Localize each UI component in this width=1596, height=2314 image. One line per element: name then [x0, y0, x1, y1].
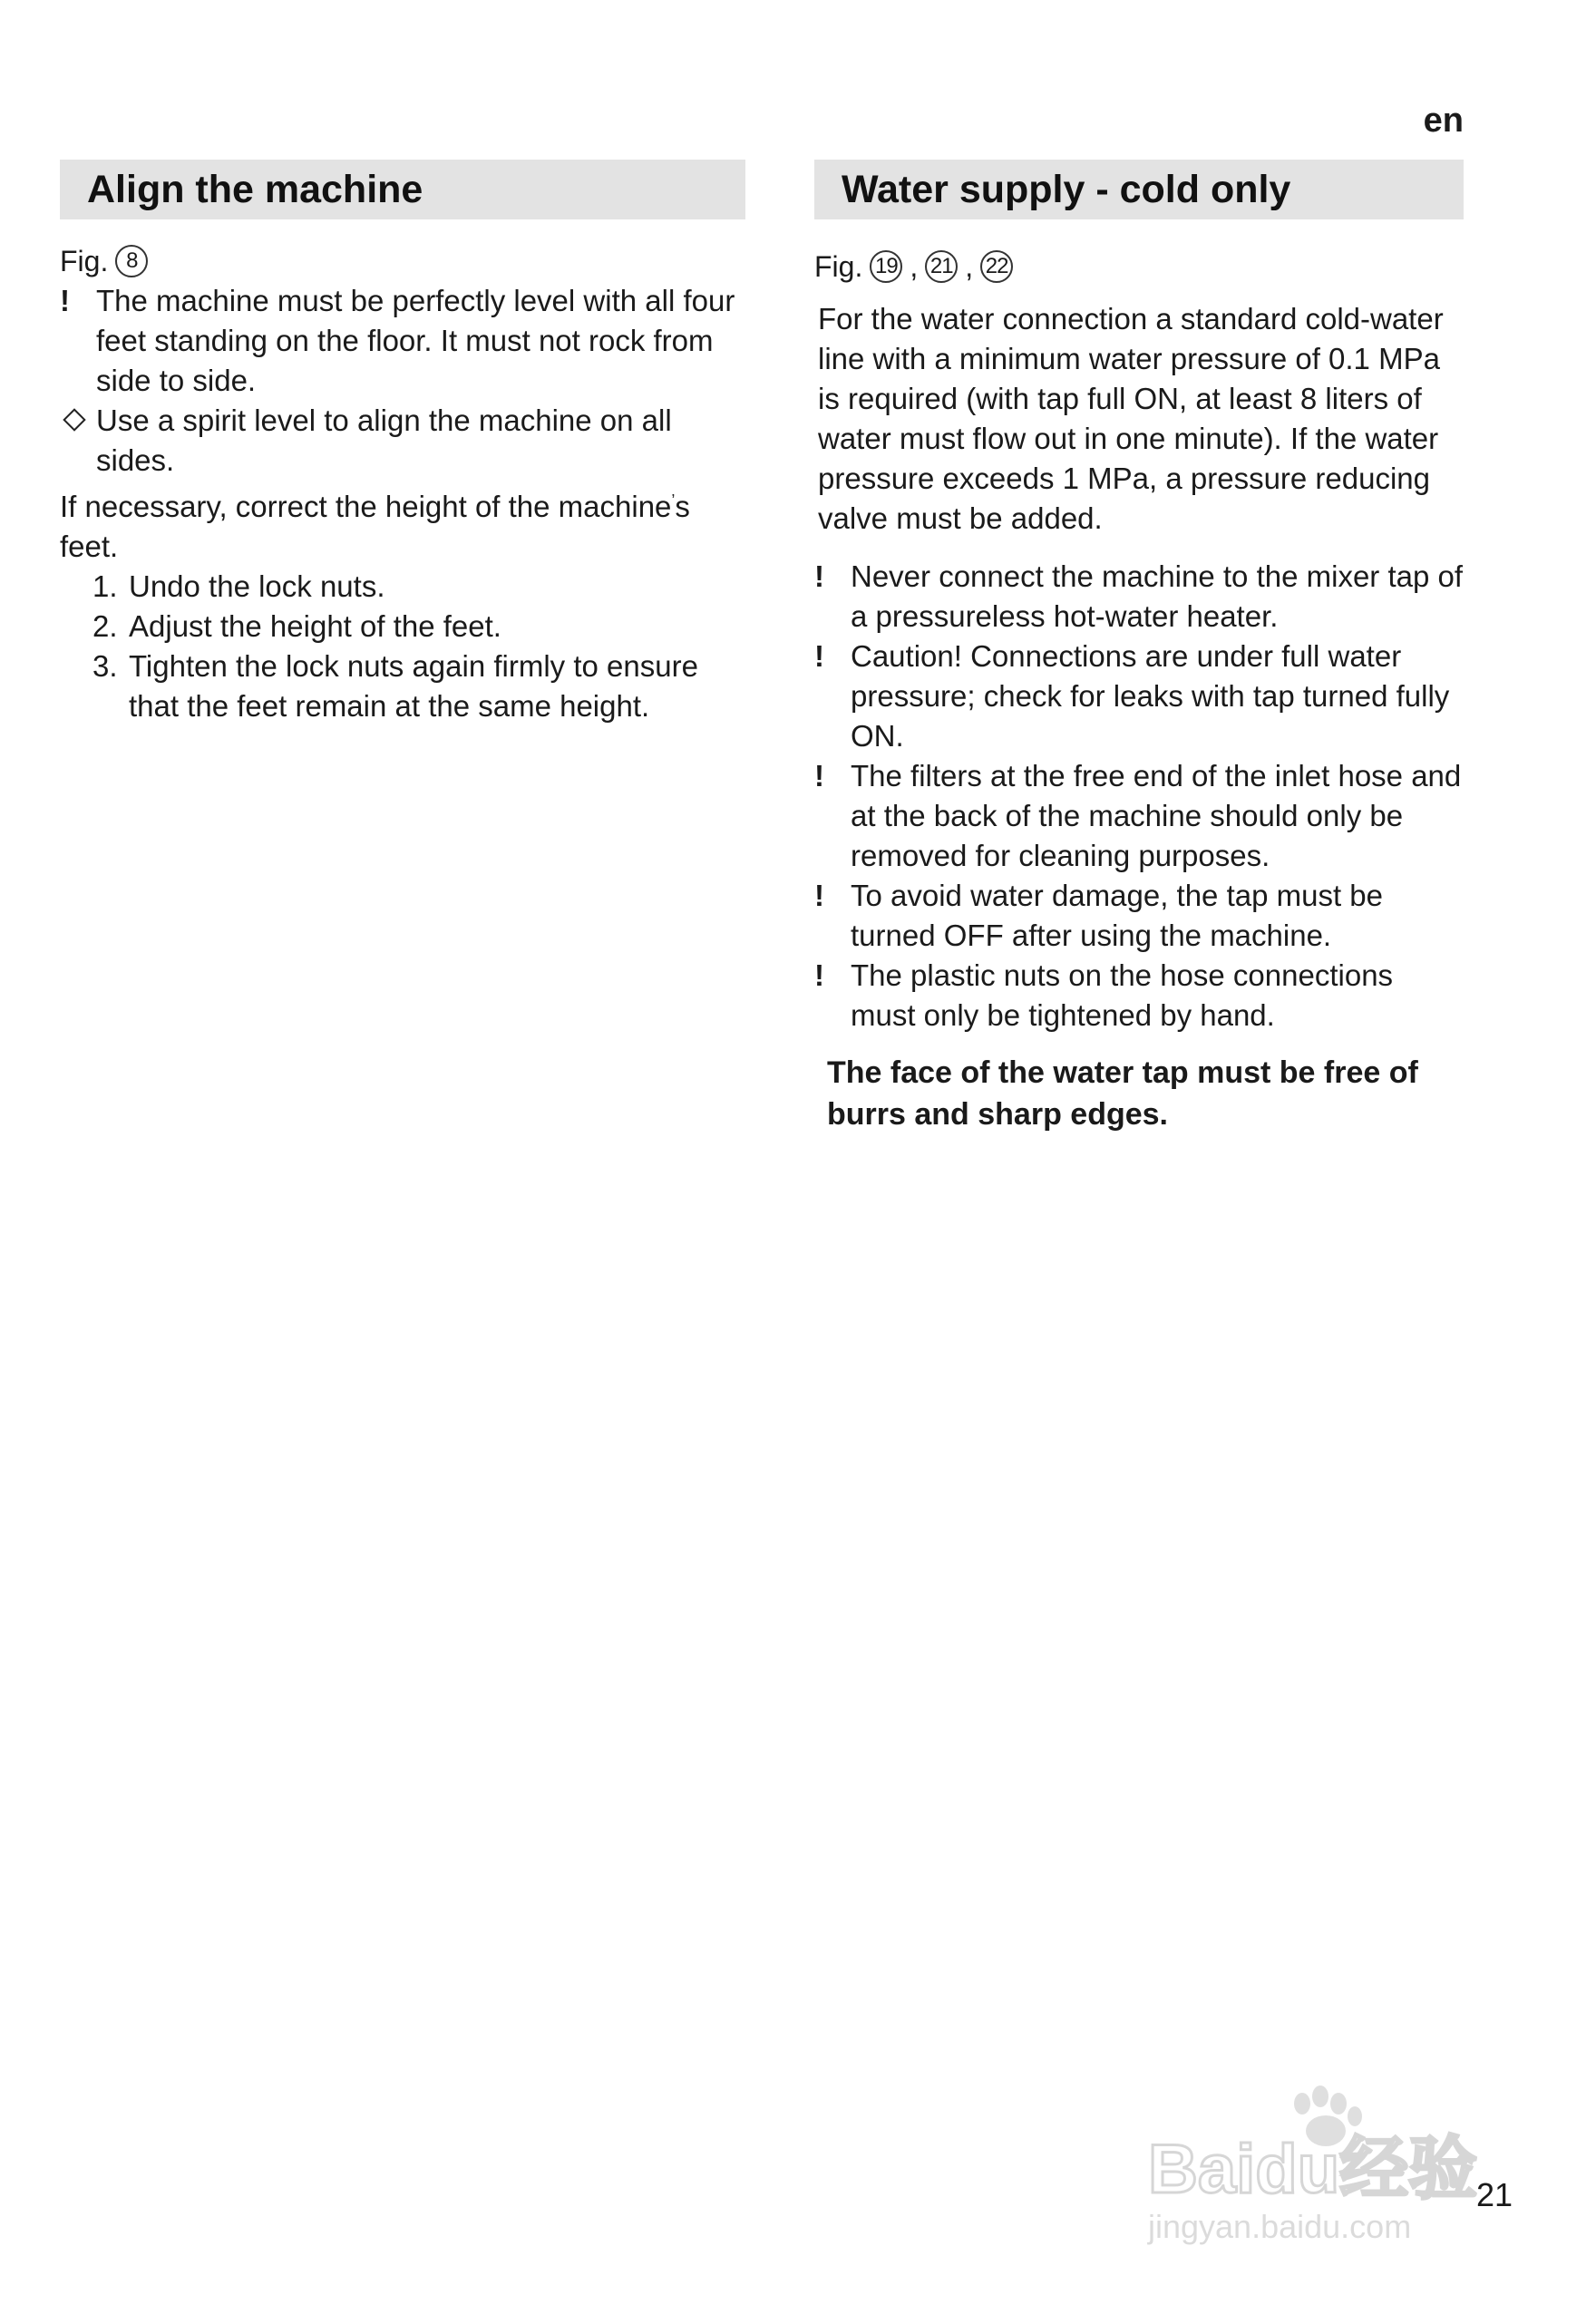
warning-text: Never connect the machine to the mixer tap of a pressureless hot-water heater. — [851, 559, 1464, 633]
baidu-watermark-logo — [1134, 2076, 1514, 2258]
fig-separator: , — [910, 250, 919, 283]
steps-list — [92, 567, 745, 726]
paragraph — [60, 481, 745, 567]
watermark-url: jingyan.baidu.com — [1148, 2208, 1412, 2245]
warning-item — [814, 956, 1464, 1035]
fig-label: Fig. — [60, 245, 109, 277]
apostrophe: ’ — [671, 491, 676, 510]
intro-paragraph: For the water connection a standard cold-water line with a minimum water pressure of 0.1 MPa is required (with tap full ON, at least 8 liters of water must flow out in one minute). If the water pressure exceeds 1 MPa, a pressure reducing valve must be added. — [818, 302, 1444, 535]
figure-reference — [814, 247, 1464, 287]
section-heading: Align the machine — [60, 160, 745, 219]
warning-item — [814, 637, 1464, 756]
step-text: Tighten the lock nuts again firmly to ensure that the feet remain at the same height. — [129, 649, 698, 723]
exclamation-icon: ! — [814, 639, 824, 673]
step-number: 2. — [92, 609, 118, 643]
instruction-item — [60, 401, 745, 481]
exclamation-icon: ! — [60, 284, 70, 317]
exclamation-icon: ! — [814, 559, 824, 593]
exclamation-icon: ! — [814, 759, 824, 792]
bold-note: The face of the water tap must be free of burrs and sharp edges. — [827, 1055, 1418, 1132]
warning-text: Caution! Connections are under full water pressure; check for leaks with tap turned fully ON. — [851, 639, 1450, 753]
fig-label: Fig. — [814, 250, 863, 283]
warning-text: The filters at the free end of the inlet hose and at the back of the machine should only be removed for cleaning purposes. — [851, 759, 1462, 872]
exclamation-icon: ! — [814, 879, 824, 912]
paragraph-text: If necessary, correct the height of the machine — [60, 490, 672, 523]
warnings-list — [814, 557, 1464, 1035]
section-heading: Water supply - cold only — [814, 160, 1464, 219]
paragraph-text-end: s feet. — [60, 490, 690, 563]
warning-item — [60, 281, 745, 401]
warning-item — [814, 876, 1464, 956]
diamond-bullet-icon — [60, 401, 96, 481]
section-align-machine — [60, 160, 745, 726]
fig-number-8: 8 — [115, 245, 148, 277]
fig-number-21: 21 — [925, 250, 958, 283]
warning-item — [814, 557, 1464, 637]
step-number: 3. — [92, 649, 118, 683]
page-number: 21 — [1476, 2176, 1513, 2213]
step-text: Undo the lock nuts. — [129, 569, 385, 603]
watermark-brand: Baidu经验 — [1148, 2131, 1478, 2208]
step-text: Adjust the height of the feet. — [129, 609, 501, 643]
instruction-text: Use a spirit level to align the machine on all sides. — [96, 403, 672, 477]
exclamation-icon: ! — [814, 958, 824, 992]
step-number: 1. — [92, 569, 118, 603]
fig-separator: , — [965, 250, 974, 283]
fig-number-22: 22 — [980, 250, 1013, 283]
language-code: en — [1423, 102, 1464, 140]
fig-number-19: 19 — [870, 250, 902, 283]
section-water-supply — [814, 160, 1464, 1135]
step-item — [92, 647, 745, 726]
step-item — [92, 607, 745, 647]
step-item — [92, 567, 745, 607]
figure-reference — [60, 241, 745, 281]
warning-item — [814, 756, 1464, 876]
warning-text: The machine must be perfectly level with all four feet standing on the floor. It must not rock from side to side. — [96, 284, 735, 397]
warning-text: The plastic nuts on the hose connections must only be tightened by hand. — [851, 958, 1394, 1032]
warning-text: To avoid water damage, the tap must be turned OFF after using the machine. — [851, 879, 1384, 952]
